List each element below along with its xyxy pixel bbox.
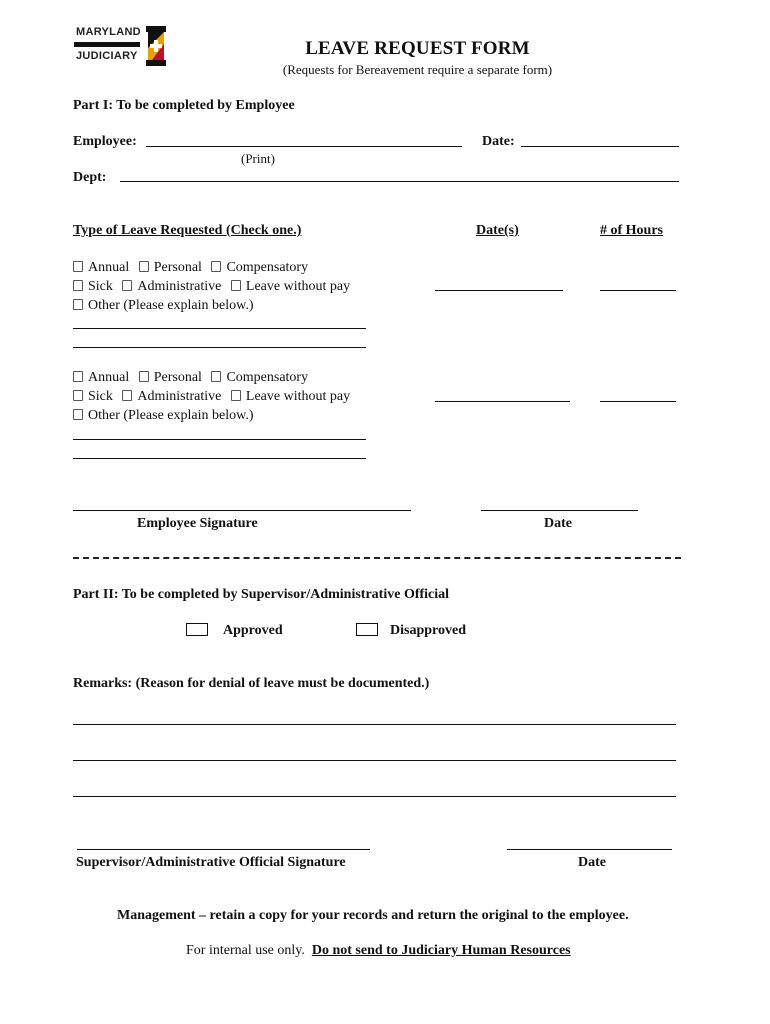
request-date-field[interactable] bbox=[521, 146, 679, 147]
checkbox[interactable] bbox=[231, 280, 241, 291]
checkbox[interactable] bbox=[73, 390, 83, 401]
checkbox[interactable] bbox=[73, 299, 83, 310]
administrative-option[interactable]: Administrative bbox=[122, 279, 221, 294]
supervisor-signature-field[interactable] bbox=[77, 849, 370, 850]
remarks-line[interactable] bbox=[73, 796, 676, 797]
checkbox[interactable] bbox=[139, 371, 149, 382]
logo-line-2: JUDICIARY bbox=[76, 50, 138, 62]
leave-block-1-row-3 bbox=[73, 297, 259, 314]
other-option[interactable]: Other (Please explain below.) bbox=[73, 408, 253, 423]
leave-type-heading: Type of Leave Requested (Check one.) bbox=[73, 223, 302, 238]
form-subtitle: (Requests for Bereavement require a separate form) bbox=[282, 62, 553, 77]
dept-field[interactable] bbox=[120, 181, 679, 182]
leave-block-1-hours-field[interactable] bbox=[600, 290, 676, 291]
compensatory-option[interactable]: Compensatory bbox=[211, 260, 308, 275]
leave-block-1-row-2 bbox=[73, 278, 356, 295]
remarks-line[interactable] bbox=[73, 724, 676, 725]
checkbox[interactable] bbox=[122, 280, 132, 291]
leave-block-2-row-3 bbox=[73, 407, 259, 424]
date-label: Date: bbox=[482, 134, 515, 149]
logo-line-1: MARYLAND bbox=[76, 26, 141, 38]
other-option[interactable]: Other (Please explain below.) bbox=[73, 298, 253, 313]
employee-signature-date-field[interactable] bbox=[481, 510, 638, 511]
approved-label: Approved bbox=[223, 623, 283, 638]
sick-option[interactable]: Sick bbox=[73, 389, 113, 404]
remarks-label: Remarks: (Reason for denial of leave must be documented.) bbox=[73, 676, 430, 691]
internal-use-note bbox=[186, 942, 571, 959]
leave-block-1-dates-field[interactable] bbox=[435, 290, 563, 291]
leave-without-pay-option[interactable]: Leave without pay bbox=[231, 389, 350, 404]
annual-option[interactable]: Annual bbox=[73, 370, 129, 385]
checkbox[interactable] bbox=[211, 371, 221, 382]
employee-label: Employee: bbox=[73, 134, 137, 149]
employee-name-field[interactable] bbox=[146, 146, 462, 147]
personal-option[interactable]: Personal bbox=[139, 370, 202, 385]
employee-signature-date-label: Date bbox=[544, 516, 572, 531]
disapproved-checkbox[interactable] bbox=[356, 623, 378, 636]
checkbox[interactable] bbox=[73, 371, 83, 382]
employee-signature-field[interactable] bbox=[73, 510, 411, 511]
hours-heading: # of Hours bbox=[600, 223, 663, 238]
remarks-line[interactable] bbox=[73, 760, 676, 761]
internal-use-text: For internal use only. bbox=[186, 943, 305, 958]
supervisor-signature-label: Supervisor/Administrative Official Signature bbox=[76, 855, 346, 870]
dept-label: Dept: bbox=[73, 170, 107, 185]
other-explanation-line[interactable] bbox=[73, 439, 366, 440]
checkbox[interactable] bbox=[139, 261, 149, 272]
compensatory-option[interactable]: Compensatory bbox=[211, 370, 308, 385]
personal-option[interactable]: Personal bbox=[139, 260, 202, 275]
leave-block-2-row-2 bbox=[73, 388, 356, 405]
approved-checkbox[interactable] bbox=[186, 623, 208, 636]
leave-without-pay-option[interactable]: Leave without pay bbox=[231, 279, 350, 294]
administrative-option[interactable]: Administrative bbox=[122, 389, 221, 404]
leave-block-1-row-1 bbox=[73, 259, 314, 276]
checkbox[interactable] bbox=[231, 390, 241, 401]
checkbox[interactable] bbox=[73, 280, 83, 291]
dates-heading: Date(s) bbox=[476, 223, 519, 238]
annual-option[interactable]: Annual bbox=[73, 260, 129, 275]
management-note: Management – retain a copy for your records and return the original to the employee. bbox=[117, 908, 629, 923]
disapproved-label: Disapproved bbox=[390, 623, 466, 638]
leave-block-2-row-1 bbox=[73, 369, 314, 386]
do-not-send-text: Do not send to Judiciary Human Resources bbox=[311, 943, 571, 958]
sick-option[interactable]: Sick bbox=[73, 279, 113, 294]
leave-block-2-dates-field[interactable] bbox=[435, 401, 570, 402]
part2-heading: Part II: To be completed by Supervisor/Administrative Official bbox=[73, 587, 450, 602]
leave-block-2-hours-field[interactable] bbox=[600, 401, 676, 402]
other-explanation-line[interactable] bbox=[73, 328, 366, 329]
form-title: LEAVE REQUEST FORM bbox=[305, 38, 530, 59]
supervisor-signature-date-field[interactable] bbox=[507, 849, 672, 850]
checkbox[interactable] bbox=[211, 261, 221, 272]
print-hint: (Print) bbox=[241, 151, 275, 166]
other-explanation-line[interactable] bbox=[73, 347, 366, 348]
checkbox[interactable] bbox=[73, 409, 83, 420]
checkbox[interactable] bbox=[122, 390, 132, 401]
supervisor-signature-date-label: Date bbox=[578, 855, 606, 870]
checkbox[interactable] bbox=[73, 261, 83, 272]
part1-heading: Part I: To be completed by Employee bbox=[73, 98, 295, 113]
section-divider bbox=[73, 557, 681, 559]
other-explanation-line[interactable] bbox=[73, 458, 366, 459]
employee-signature-label: Employee Signature bbox=[137, 516, 258, 531]
